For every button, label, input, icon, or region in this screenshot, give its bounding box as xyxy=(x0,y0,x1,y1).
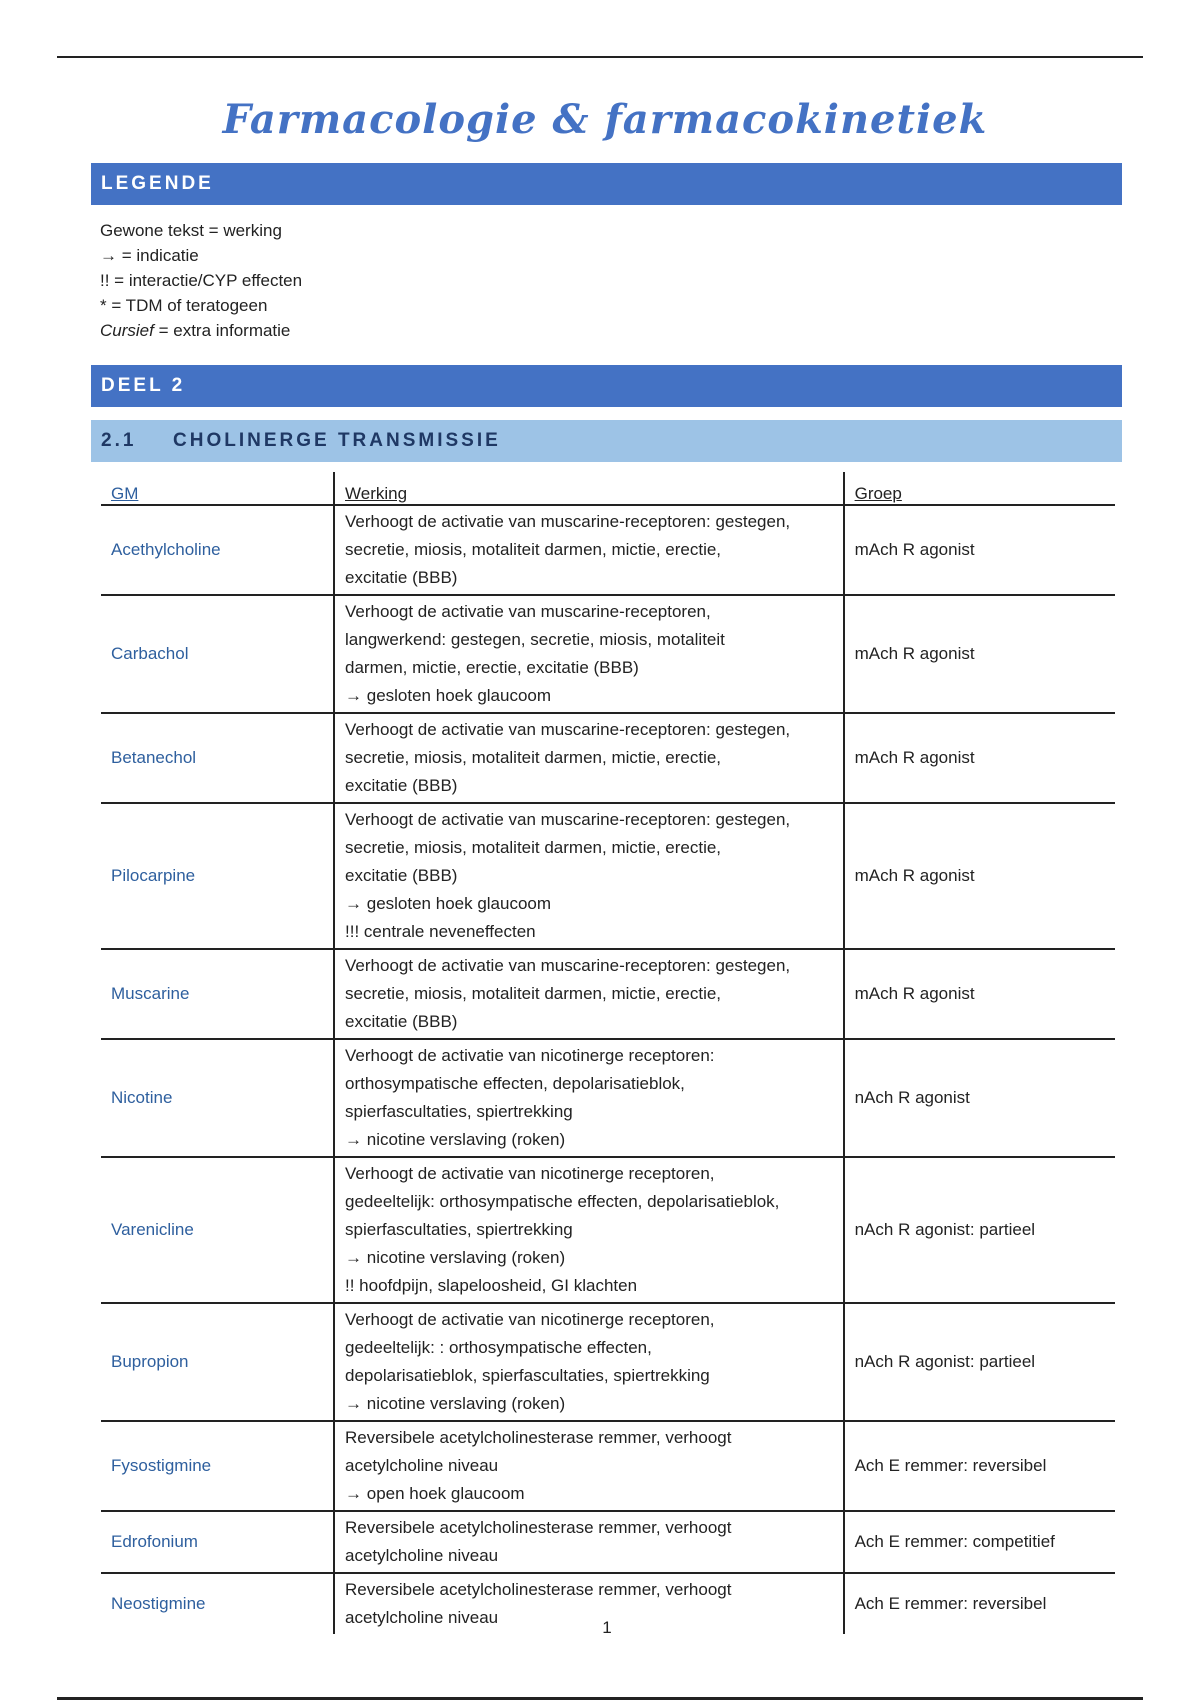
werking-line: excitatie (BBB) xyxy=(345,568,458,587)
werking-line: Verhoogt de activatie van muscarine-receptoren: gestegen, xyxy=(345,956,791,975)
page-number: 1 xyxy=(602,1618,612,1637)
drug-name: Acethylcholine xyxy=(101,505,334,595)
document-title: Farmacologie & farmacokinetiek xyxy=(222,96,988,143)
werking-line: secretie, miosis, motaliteit darmen, mictie, erectie, xyxy=(345,984,722,1003)
top-rule xyxy=(57,56,1143,58)
table-row xyxy=(101,1511,1115,1573)
werking-line: excitatie (BBB) xyxy=(345,776,458,795)
werking-line: gedeeltelijk: orthosympatische effecten, depolarisatieblok, xyxy=(345,1192,780,1211)
werking-line: secretie, miosis, motaliteit darmen, mictie, erectie, xyxy=(345,540,722,559)
drug-groep: mAch R agonist xyxy=(844,949,1115,1039)
legend-heading: LEGENDE xyxy=(91,163,1122,205)
drug-werking xyxy=(334,505,844,595)
table-row xyxy=(101,1421,1115,1511)
drug-name: Pilocarpine xyxy=(101,803,334,949)
werking-line: excitatie (BBB) xyxy=(345,866,458,885)
table-row xyxy=(101,1039,1115,1157)
werking-line: spierfascultaties, spiertrekking xyxy=(345,1102,573,1121)
subsection-number: 2.1 xyxy=(101,430,137,451)
drug-groep: mAch R agonist xyxy=(844,595,1115,713)
drug-groep: nAch R agonist: partieel xyxy=(844,1157,1115,1303)
werking-line: Verhoogt de activatie van muscarine-receptoren: gestegen, xyxy=(345,810,791,829)
drug-werking xyxy=(334,1157,844,1303)
werking-line: acetylcholine niveau xyxy=(345,1546,499,1565)
drug-name: Nicotine xyxy=(101,1039,334,1157)
legend-line: Gewone tekst = werking xyxy=(100,221,282,240)
table-row xyxy=(101,949,1115,1039)
table-header-row xyxy=(101,472,1115,505)
drug-werking xyxy=(334,713,844,803)
legend-line: * = TDM of teratogeen xyxy=(100,296,268,315)
werking-line: darmen, mictie, erectie, excitatie (BBB) xyxy=(345,658,639,677)
header-gm: GM xyxy=(101,472,334,505)
drug-name: Fysostigmine xyxy=(101,1421,334,1511)
drug-groep: mAch R agonist xyxy=(844,803,1115,949)
werking-line: Reversibele acetylcholinesterase remmer, verhoogt xyxy=(345,1580,732,1599)
werking-line: Verhoogt de activatie van nicotinerge receptoren: xyxy=(345,1046,715,1065)
werking-line: Verhoogt de activatie van muscarine-receptoren: gestegen, xyxy=(345,720,791,739)
drug-name: Bupropion xyxy=(101,1303,334,1421)
drug-groep: nAch R agonist xyxy=(844,1039,1115,1157)
werking-line: !!! centrale neveneffecten xyxy=(345,922,536,941)
table-row xyxy=(101,1303,1115,1421)
legend-line: → = indicatie xyxy=(100,246,199,265)
werking-line: orthosympatische effecten, depolarisatieblok, xyxy=(345,1074,685,1093)
werking-line: → nicotine verslaving (roken) xyxy=(345,1394,566,1413)
drug-name: Carbachol xyxy=(101,595,334,713)
werking-line: Reversibele acetylcholinesterase remmer, verhoogt xyxy=(345,1518,732,1537)
drug-groep: mAch R agonist xyxy=(844,505,1115,595)
drug-groep: Ach E remmer: competitief xyxy=(844,1511,1115,1573)
drug-groep: Ach E remmer: reversibel xyxy=(844,1421,1115,1511)
drug-werking xyxy=(334,803,844,949)
table-row xyxy=(101,803,1115,949)
werking-line: acetylcholine niveau xyxy=(345,1456,499,1475)
drug-groep: mAch R agonist xyxy=(844,713,1115,803)
werking-line: secretie, miosis, motaliteit darmen, mictie, erectie, xyxy=(345,748,722,767)
werking-line: Reversibele acetylcholinesterase remmer, verhoogt xyxy=(345,1428,732,1447)
drug-name: Varenicline xyxy=(101,1157,334,1303)
drug-table xyxy=(101,472,1115,1634)
subsection-heading xyxy=(91,420,1122,462)
legend-list xyxy=(100,218,302,343)
subsection-title: CHOLINERGE TRANSMISSIE xyxy=(173,430,501,451)
table-row xyxy=(101,595,1115,713)
table-row xyxy=(101,1157,1115,1303)
werking-line: → gesloten hoek glaucoom xyxy=(345,894,552,913)
drug-name: Edrofonium xyxy=(101,1511,334,1573)
drug-werking xyxy=(334,1511,844,1573)
werking-line: Verhoogt de activatie van muscarine-receptoren: gestegen, xyxy=(345,512,791,531)
drug-werking xyxy=(334,595,844,713)
drug-werking xyxy=(334,1039,844,1157)
legend-line: !! = interactie/CYP effecten xyxy=(100,271,303,290)
table-body xyxy=(101,505,1115,1634)
header-groep: Groep xyxy=(844,472,1115,505)
werking-line: → nicotine verslaving (roken) xyxy=(345,1130,566,1149)
werking-line: → nicotine verslaving (roken) xyxy=(345,1248,566,1267)
drug-groep: nAch R agonist: partieel xyxy=(844,1303,1115,1421)
drug-werking xyxy=(334,949,844,1039)
table-row xyxy=(101,505,1115,595)
werking-line: gedeeltelijk: : orthosympatische effecten, xyxy=(345,1338,652,1357)
werking-line: depolarisatieblok, spierfascultaties, spiertrekking xyxy=(345,1366,710,1385)
werking-line: → gesloten hoek glaucoom xyxy=(345,686,552,705)
werking-line: acetylcholine niveau xyxy=(345,1608,499,1627)
werking-line: Verhoogt de activatie van nicotinerge receptoren, xyxy=(345,1164,715,1183)
drug-name: Neostigmine xyxy=(111,1594,206,1613)
drug-werking xyxy=(334,1421,844,1511)
werking-line: spierfascultaties, spiertrekking xyxy=(345,1220,573,1239)
drug-werking xyxy=(334,1303,844,1421)
drug-name: Betanechol xyxy=(101,713,334,803)
werking-line: !! hoofdpijn, slapeloosheid, GI klachten xyxy=(345,1276,638,1295)
werking-line: excitatie (BBB) xyxy=(345,1012,458,1031)
legend-line: Cursief = extra informatie xyxy=(100,321,291,340)
table-row xyxy=(101,713,1115,803)
werking-line: langwerkend: gestegen, secretie, miosis, motaliteit xyxy=(345,630,725,649)
section-heading: DEEL 2 xyxy=(91,365,1122,407)
drug-groep: Ach E remmer: reversibel xyxy=(854,1594,1047,1613)
werking-line: → open hoek glaucoom xyxy=(345,1484,525,1503)
werking-line: Verhoogt de activatie van nicotinerge receptoren, xyxy=(345,1310,715,1329)
werking-line: Verhoogt de activatie van muscarine-receptoren, xyxy=(345,602,711,621)
werking-line: secretie, miosis, motaliteit darmen, mictie, erectie, xyxy=(345,838,722,857)
header-werking: Werking xyxy=(334,472,844,505)
drug-name: Muscarine xyxy=(101,949,334,1039)
